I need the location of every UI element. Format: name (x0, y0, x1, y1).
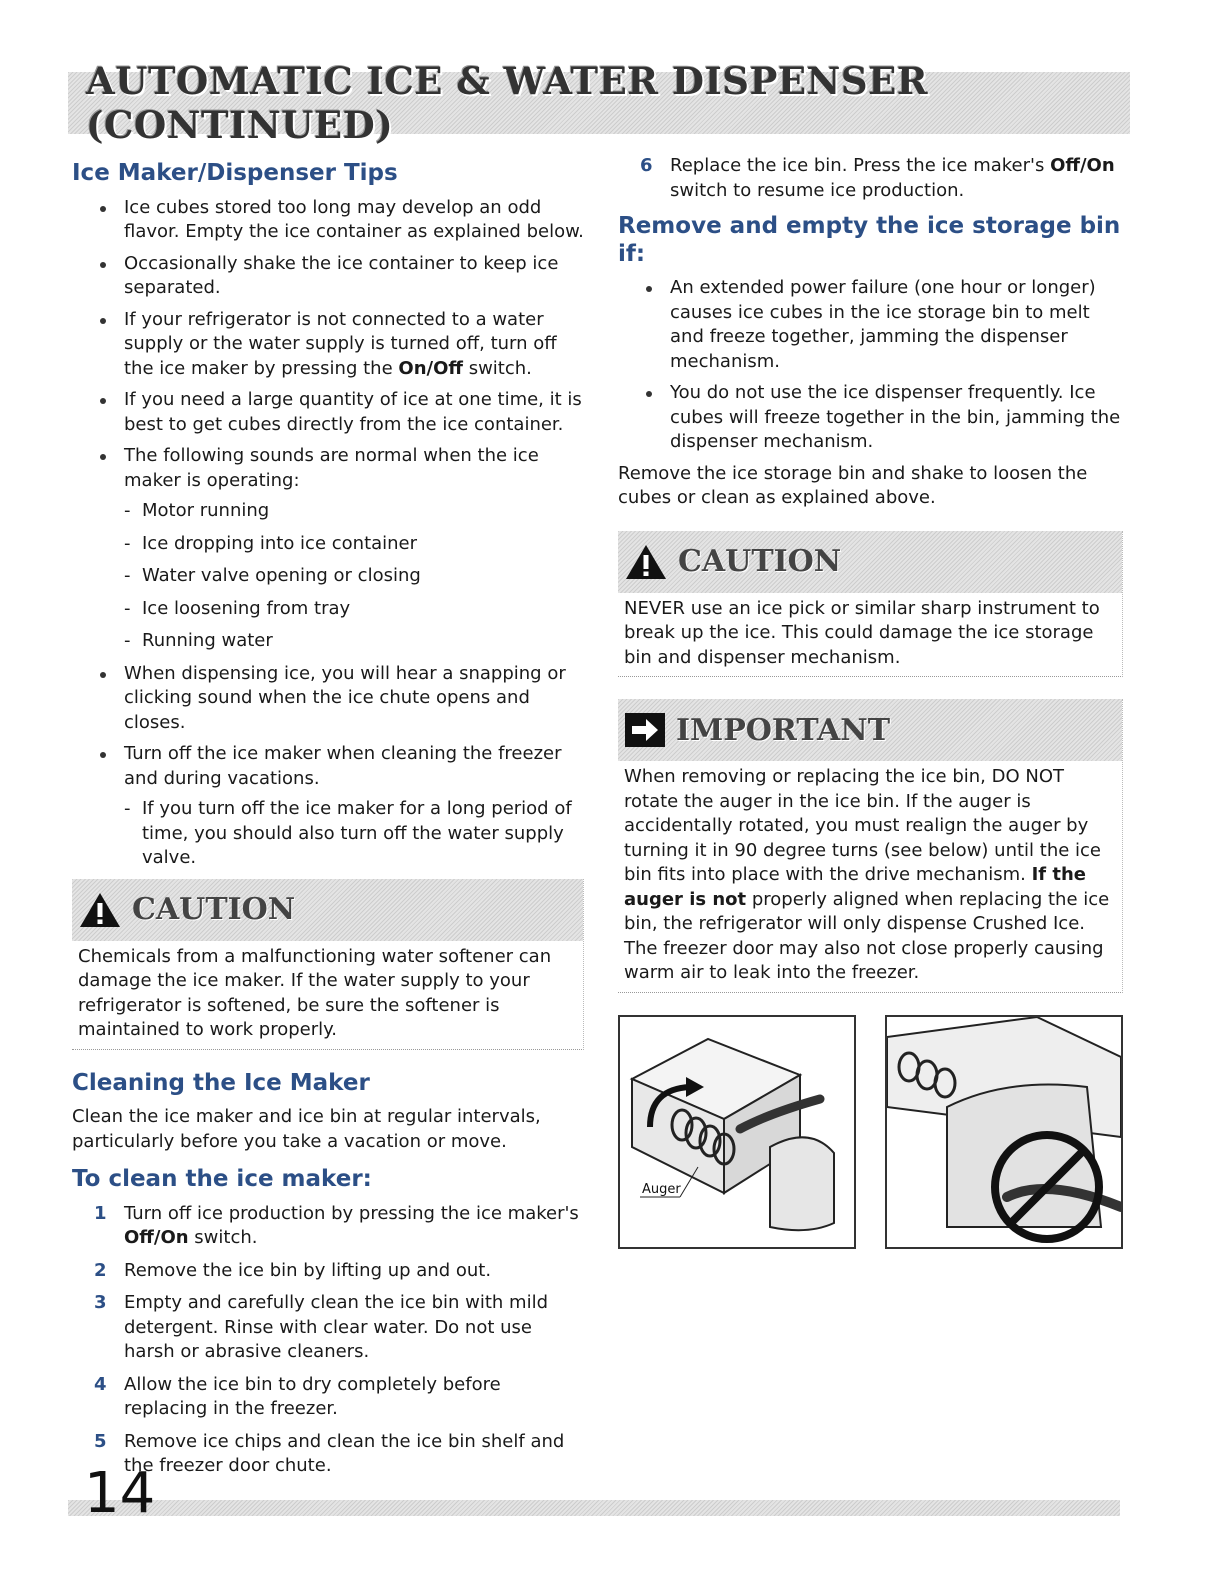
cleaning-intro: Clean the ice maker and ice bin at regular intervals, particularly before you take a vacation or move. (72, 1106, 541, 1152)
bullet-icon (646, 391, 652, 397)
cleaning-steps-continued (618, 154, 1123, 203)
warning-icon (78, 890, 122, 930)
important-box (618, 699, 1123, 993)
auger-figures (618, 1015, 1123, 1249)
do-not-rotate-figure (885, 1015, 1123, 1249)
bullet-icon (100, 672, 106, 678)
caution-box-ice-pick (618, 531, 1123, 678)
caution-title: CAUTION (678, 544, 842, 580)
important-title: IMPORTANT (676, 712, 891, 748)
do-not-rotate-illustration (887, 1017, 1121, 1247)
footer-bar (68, 1500, 1120, 1516)
bullet-icon (100, 398, 106, 404)
bullet-icon (100, 318, 106, 324)
bullet-icon (100, 206, 106, 212)
caution-title: CAUTION (132, 892, 296, 928)
caution-text: Chemicals from a malfunctioning water softener can damage the ice maker. If the water supply to your refrigerator is softened, be sure the softener is maintained to work properly. (78, 945, 552, 1041)
bullet-icon (100, 752, 106, 758)
sub-item: - If you turn off the ice maker for a long period of time, you should also turn off the water supply valve. (124, 798, 572, 869)
important-header (618, 699, 1122, 761)
cleaning-heading: Cleaning the Ice Maker (72, 1069, 370, 1096)
step-item: 6 Replace the ice bin. Press the ice maker's Off/On switch to resume ice production. (640, 155, 1115, 201)
list-item: When dispensing ice, you will hear a snapping or clicking sound when the ice chute opens and closes. (72, 662, 584, 736)
step-item: 1 Turn off ice production by pressing the ice maker's Off/On switch. (94, 1202, 579, 1249)
step-item: 3 Empty and carefully clean the ice bin with mild detergent. Rinse with clear water. Do not use harsh or abrasive cleaners. (94, 1292, 548, 1363)
caution-text: NEVER use an ice pick or similar sharp instrument to break up the ice. This could damage the ice storage bin and dispenser mechanism. (624, 597, 1100, 668)
sound-item: - Running water (124, 630, 273, 652)
cleaning-steps (72, 1202, 584, 1479)
right-column (618, 150, 1123, 1249)
warning-icon (624, 542, 668, 582)
list-item: Occasionally shake the ice container to keep ice separated. (72, 252, 584, 301)
list-item: If you need a large quantity of ice at one time, it is best to get cubes directly from the ice container. (72, 388, 584, 437)
list-item: Turn off the ice maker when cleaning the freezer and during vacations. - If you turn off the ice maker for a long period of time, you should also turn off the water supply valve. (72, 742, 584, 871)
list-item: If your refrigerator is not connected to a water supply or the water supply is turned off, turn off the ice maker by pressing the On/Off switch. (72, 308, 584, 382)
left-column (72, 150, 584, 1487)
auger-label: Auger (642, 1181, 681, 1197)
section-banner (68, 59, 1130, 147)
ice-bin-rotate-illustration (620, 1017, 854, 1247)
sound-item: - Ice dropping into ice container (124, 532, 418, 554)
remove-heading: Remove and empty the ice storage bin if: (618, 213, 1121, 267)
caution-header (618, 531, 1122, 593)
important-text: When removing or replacing the ice bin, DO NOT rotate the auger in the ice bin. If the auger is accidentally rotated, you must realign the auger by turning it in 90 degree turns (see below) until the ice bin fits into place with the drive mechanism. If the auger is not properly aligned when replacing the ice bin, the refrigerator will only dispense Crushed Ice. The freezer door may also not close properly causing warm air to leak into the freezer. (624, 766, 1110, 984)
tips-list (72, 196, 584, 871)
tips-heading: Ice Maker/Dispenser Tips (72, 160, 398, 186)
step-item: 4 Allow the ice bin to dry completely before replacing in the freezer. (94, 1373, 501, 1420)
remove-list (618, 276, 1123, 455)
bullet-icon (100, 262, 106, 268)
caution-header (72, 879, 583, 941)
step-item: 2 Remove the ice bin by lifting up and out. (94, 1259, 492, 1281)
step-item: 5 Remove ice chips and clean the ice bin shelf and the freezer door chute. (94, 1430, 565, 1477)
bullet-icon (646, 286, 652, 292)
list-item: You do not use the ice dispenser frequently. Ice cubes will freeze together in the bin, jamming the dispenser mechanism. (618, 381, 1123, 455)
sound-item: - Motor running (124, 500, 270, 522)
remove-after: Remove the ice storage bin and shake to loosen the cubes or clean as explained above. (618, 462, 1088, 509)
caution-box-chemicals (72, 879, 584, 1050)
auger-rotation-figure (618, 1015, 856, 1249)
vacation-sublist (124, 797, 584, 871)
arrow-right-icon (624, 712, 666, 748)
list-item: An extended power failure (one hour or longer) causes ice cubes in the ice storage bin to melt and freeze together, jamming the dispenser mechanism. (618, 276, 1123, 374)
page-number: 14 (84, 1461, 156, 1526)
clean-subheading: To clean the ice maker: (72, 1166, 372, 1193)
bullet-icon (100, 454, 106, 460)
list-item: Ice cubes stored too long may develop an odd flavor. Empty the ice container as explained below. (72, 196, 584, 245)
sound-item: - Water valve opening or closing (124, 565, 421, 587)
banner-title: AUTOMATIC ICE & WATER DISPENSER (CONTINUED) (86, 59, 929, 147)
sound-item: - Ice loosening from tray (124, 597, 351, 619)
sounds-list (124, 499, 584, 654)
list-item: The following sounds are normal when the ice maker is operating: - Motor running - Ice dropping into ice container - Water valve opening or closing - Ice loosening from tray - Running water (72, 444, 584, 654)
